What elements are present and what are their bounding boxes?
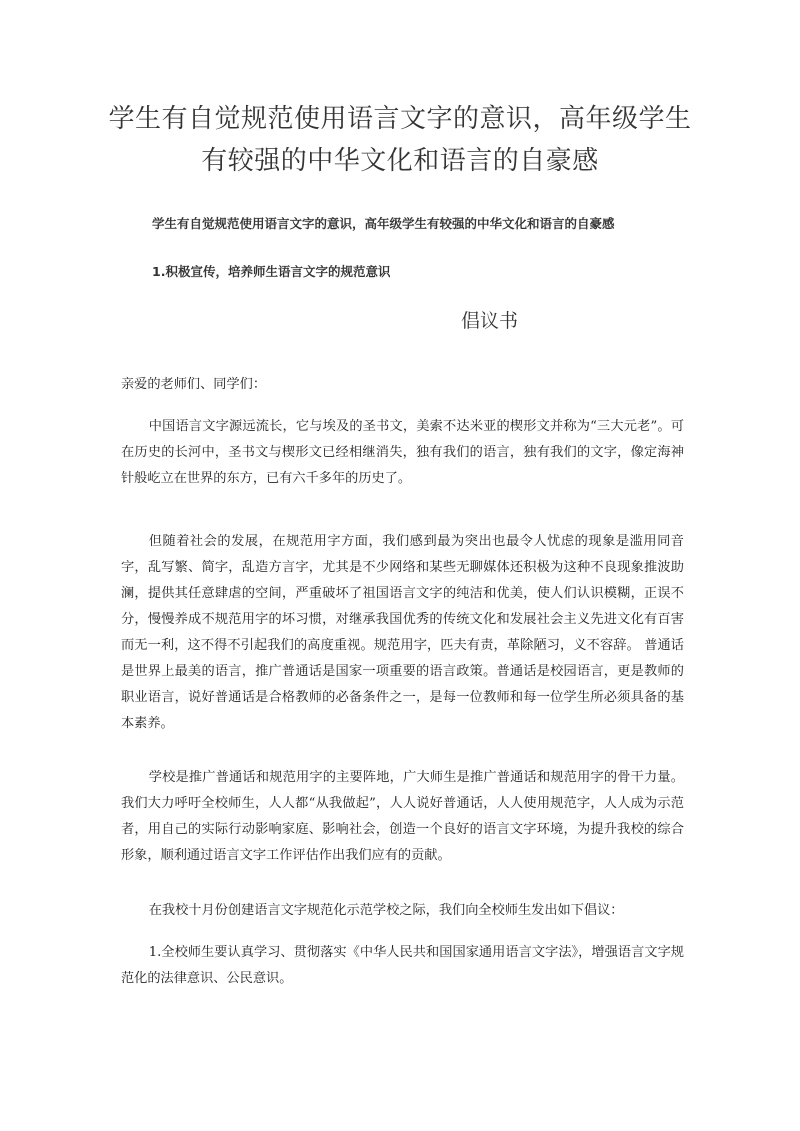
paragraph-proposal-1: 1.全校师生要认真学习、贯彻落实《中华人民共和国国家通用语言文字法》，增强语言文字规范化的法律意识、公民意识。 xyxy=(121,945,684,986)
paragraph-school-role: 学校是推广普通话和规范用字的主要阵地，广大师生是推广普通话和规范用字的骨干力量。我们大力呼吁全校师生，人人都“从我做起”，人人说好普通话，人人使用规范字，人人成为示范者，用自己的实际行动影响家庭、影响社会，创造一个良好的语言文字环境，为提升我校的综合形象，顺利通过语言文字工作评估作出我们应有的贡献。 xyxy=(121,770,684,863)
letter-title: 倡议书 xyxy=(461,310,519,332)
paragraph-problems: 但随着社会的发展，在规范用字方面，我们感到最为突出也最令人忧虑的现象是滥用同音字，乱写繁、简字，乱造方言字，尤其是不少网络和某些无聊媒体还积极为这种不良现象推波助澜，提供其任意肆虐的空间，严重破坏了祖国语言文字的纯洁和优美，使人们认识模糊，正误不分，慢慢养成不规范用字的坏习惯，对继承我国优秀的传统文化和发展社会主义先进文化有百害而无一利，这不得不引起我们的高度重视。规范用字，匹夫有责，革除陋习，义不容辞。 普通话是世界上最美的语言，推广普通话是国家一项重要的语言政策。普通话是校园语言，更是教师的职业语言，说好普通话是合格教师的必备条件之一，是每一位教师和每一位学生所必须具备的基本素养。 xyxy=(121,534,684,731)
section-heading: 1.积极宣传，培养师生语言文字的规范意识 xyxy=(152,264,391,279)
document-title: 学生有自觉规范使用语言文字的意识，高年级学生有较强的中华文化和语言的自豪感 xyxy=(108,104,692,176)
document-subheading: 学生有自觉规范使用语言文字的意识，高年级学生有较强的中华文化和语言的自豪感 xyxy=(152,216,615,231)
salutation: 亲爱的老师们、同学们： xyxy=(121,377,267,392)
paragraph-proposal-intro: 在我校十月份创建语言文字规范化示范学校之际，我们向全校师生发出如下倡议： xyxy=(148,903,624,918)
paragraph-history: 中国语言文字源远流长，它与埃及的圣书文，美索不达米亚的楔形文并称为“三大元老”。可在历史的长河中，圣书文与楔形文已经相继消失，独有我们的语言，独有我们的文字，像定海神针般屹立在世界的东方，已有六千多年的历史了。 xyxy=(121,419,684,486)
